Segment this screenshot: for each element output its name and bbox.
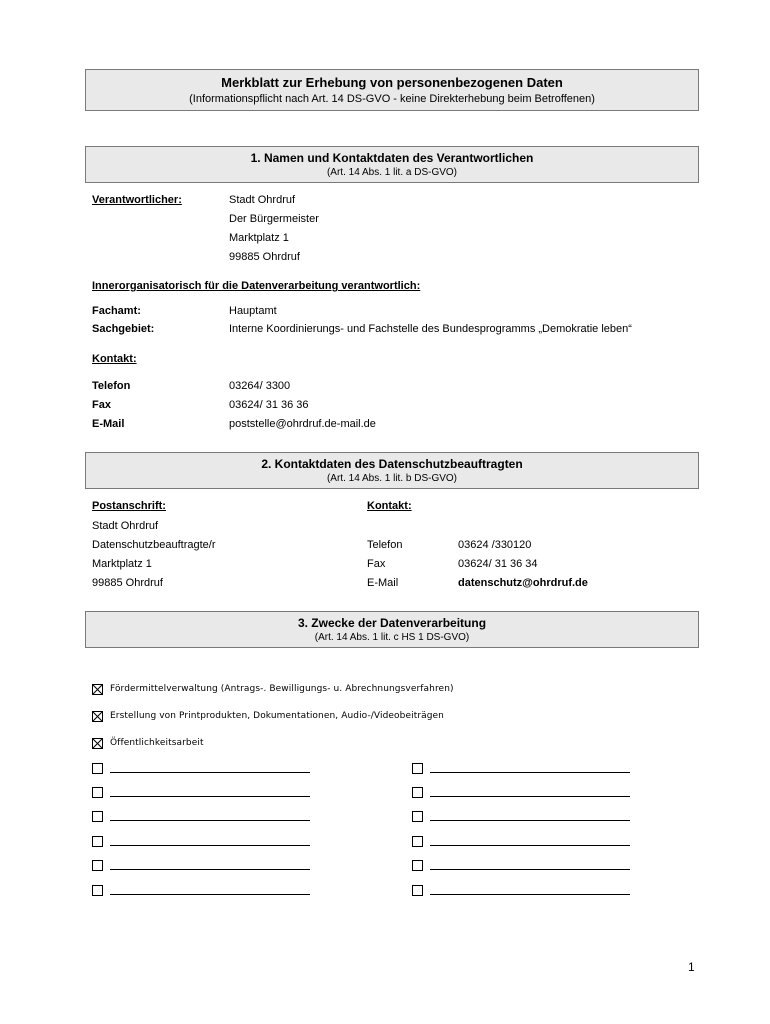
section3-ref: (Art. 14 Abs. 1 lit. c HS 1 DS-GVO): [314, 632, 470, 643]
document-title: Merkblatt zur Erhebung von personenbezogenen Daten: [221, 75, 563, 90]
sachgebiet-label: Sachgebiet:: [92, 323, 155, 335]
document-subtitle: (Informationspflicht nach Art. 14 DS-GVO - keine Direkterhebung beim Betroffenen): [189, 93, 595, 105]
checkbox-empty[interactable]: [412, 763, 423, 774]
contact-heading: Kontakt:: [92, 353, 137, 365]
fachamt-value: Hauptamt: [229, 305, 277, 317]
checkbox-empty[interactable]: [92, 860, 103, 871]
internal-heading: Innerorganisatorisch für die Datenverarbeitung verantwortlich:: [92, 280, 421, 292]
section2-ref: (Art. 14 Abs. 1 lit. b DS-GVO): [326, 473, 458, 484]
checkbox-empty[interactable]: [412, 885, 423, 896]
blank-line[interactable]: [110, 772, 310, 773]
checkbox-empty[interactable]: [412, 787, 423, 798]
dpo-fax-label: Fax: [367, 558, 386, 570]
checkbox-empty[interactable]: [412, 860, 423, 871]
fax-label: Fax: [92, 399, 111, 411]
dpo-fax-value: 03624/ 31 36 34: [458, 558, 538, 570]
dpo-contact-heading: Kontakt:: [367, 500, 412, 512]
telefon-label: Telefon: [92, 380, 131, 392]
blank-line[interactable]: [430, 772, 630, 773]
section2-header: [85, 452, 699, 489]
checkbox-empty[interactable]: [412, 811, 423, 822]
checkbox-empty[interactable]: [412, 836, 423, 847]
blank-line[interactable]: [110, 869, 310, 870]
section3-title: 3. Zwecke der Datenverarbeitung: [297, 616, 487, 630]
fachamt-label: Fachamt:: [92, 305, 141, 317]
dpo-email-value: datenschutz@ohrdruf.de: [458, 577, 588, 589]
option-label: Erstellung von Printprodukten, Dokumentationen, Audio-/Videobeiträgen: [110, 711, 444, 721]
checkbox-empty[interactable]: [92, 763, 103, 774]
checkbox-empty[interactable]: [92, 836, 103, 847]
blank-line[interactable]: [110, 894, 310, 895]
dpo-email-label: E-Mail: [367, 577, 399, 589]
blank-line[interactable]: [110, 820, 310, 821]
blank-line[interactable]: [430, 796, 630, 797]
blank-line[interactable]: [110, 845, 310, 846]
section1-header: [85, 146, 699, 183]
postal-heading: Postanschrift:: [92, 500, 166, 512]
responsible-line: Der Bürgermeister: [229, 213, 319, 225]
postal-line: Marktplatz 1: [92, 558, 152, 570]
checkbox-empty[interactable]: [92, 885, 103, 896]
checkbox-empty[interactable]: [92, 811, 103, 822]
responsible-line: Stadt Ohrdruf: [229, 194, 296, 206]
postal-line: 99885 Ohrdruf: [92, 577, 163, 589]
option-label: Fördermittelverwaltung (Antrags-. Bewilligungs- u. Abrechnungsverfahren): [110, 684, 454, 694]
fax-value: 03624/ 31 36 36: [229, 399, 309, 411]
postal-line: Datenschutzbeauftragte/r: [92, 539, 216, 551]
blank-line[interactable]: [430, 845, 630, 846]
checkbox-checked[interactable]: [92, 711, 103, 722]
checkbox-empty[interactable]: [92, 787, 103, 798]
responsible-line: Marktplatz 1: [229, 232, 289, 244]
checkbox-checked[interactable]: [92, 738, 103, 749]
responsible-label: Verantwortlicher:: [92, 194, 182, 206]
blank-line[interactable]: [430, 869, 630, 870]
option-label: Öffentlichkeitsarbeit: [110, 738, 204, 748]
section1-title: 1. Namen und Kontaktdaten des Verantwortlichen: [250, 151, 534, 165]
blank-line[interactable]: [110, 796, 310, 797]
blank-line[interactable]: [430, 820, 630, 821]
section1-ref: (Art. 14 Abs. 1 lit. a DS-GVO): [326, 167, 458, 178]
document-header: [85, 69, 699, 111]
postal-line: Stadt Ohrdruf: [92, 520, 159, 532]
telefon-value: 03264/ 3300: [229, 380, 291, 392]
sachgebiet-value: Interne Koordinierungs- und Fachstelle des Bundesprogramms „Demokratie leben“: [229, 323, 632, 335]
checkbox-checked[interactable]: [92, 684, 103, 695]
dpo-telefon-label: Telefon: [367, 539, 403, 551]
section3-header: [85, 611, 699, 648]
responsible-line: 99885 Ohrdruf: [229, 251, 300, 263]
email-label: E-Mail: [92, 418, 125, 430]
page-number: 1: [688, 960, 695, 974]
dpo-telefon-value: 03624 /330120: [458, 539, 532, 551]
email-value: poststelle@ohrdruf.de-mail.de: [229, 418, 376, 430]
blank-line[interactable]: [430, 894, 630, 895]
section2-title: 2. Kontaktdaten des Datenschutzbeauftragten: [261, 457, 523, 471]
